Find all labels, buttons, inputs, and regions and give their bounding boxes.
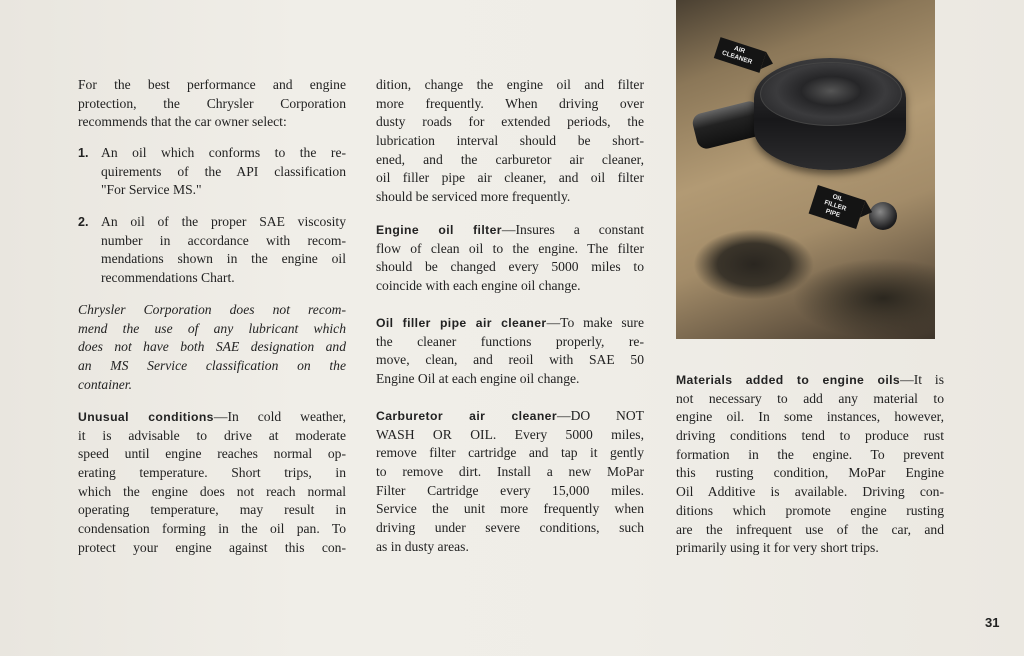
paragraph [78, 76, 346, 132]
text-line: operating temperature, may result in [78, 502, 346, 518]
text-line: dition, change the engine oil and filter [376, 77, 644, 92]
text-line: should be serviced more frequently. [376, 189, 571, 205]
text-line: container. [78, 376, 132, 392]
section-heading: Engine oil filter [376, 223, 502, 237]
text-line: driving conditions tend to produce rust [676, 428, 944, 444]
text-line: mend the use of any lubricant which [78, 320, 346, 336]
section-heading: Oil filler pipe air cleaner [376, 316, 547, 330]
text-line: protect your engine against this con- [78, 539, 346, 555]
text-line: it is advisable to drive at moderate [78, 427, 346, 443]
text-line: quirements of the API classification [101, 163, 346, 179]
text-line: WASH OR OIL. Every 5000 miles, [376, 426, 644, 442]
text-line [78, 408, 346, 427]
text-line: number in accordance with recom- [101, 232, 346, 248]
text-line: An oil of the proper SAE viscosity [101, 214, 346, 229]
text-line: "For Service MS." [101, 182, 202, 198]
text-line-rest: —Insures a constant [501, 222, 644, 237]
text-line [376, 221, 644, 240]
text-line: should be changed every 5000 miles to [376, 259, 644, 275]
text-line [376, 314, 644, 333]
text-line: Filter Cartridge every 15,000 miles. [376, 482, 644, 498]
text-line: recommendations Chart. [101, 270, 235, 286]
text-line: Engine Oil at each engine oil change. [376, 371, 580, 387]
text-line: does not have both SAE designation and [78, 339, 346, 355]
list-item [78, 144, 346, 200]
section-paragraph [78, 408, 346, 558]
text-line-rest: —It is [900, 372, 944, 387]
text-line-rest: —To make sure [546, 315, 644, 330]
section-heading: Unusual conditions [78, 410, 214, 424]
text-line: to remove dirt. Install a new MoPar [376, 464, 644, 480]
text-line [376, 407, 644, 426]
text-line: are the infrequent use of the car, and [676, 521, 944, 537]
text-line: engine oil. In some instances, however, [676, 409, 944, 425]
paragraph [78, 301, 346, 394]
text-line: an MS Service classification on the [78, 358, 346, 374]
text-line: move, clean, and reoil with SAE 50 [376, 352, 644, 368]
text-line: ened, and the carburetor air cleaner, [376, 151, 644, 167]
text-line: protection, the Chrysler Corporation [78, 95, 346, 111]
text-line: recommends that the car owner select: [78, 114, 287, 130]
air-cleaner-label: AIR CLEANER [714, 37, 766, 73]
text-line: dusty roads for extended periods, the [376, 114, 644, 130]
section-paragraph [376, 221, 644, 296]
section-paragraph [376, 314, 644, 389]
text-line: mendations shown in the engine oil [101, 251, 346, 267]
text-line: remove filter cartridge and tap it gently [376, 445, 644, 461]
section-heading: Carburetor air cleaner [376, 409, 557, 423]
engine-photo [676, 0, 935, 339]
section-paragraph [376, 407, 644, 557]
section-heading: Materials added to engine oils [676, 373, 901, 387]
text-line: erating temperature. Short trips, in [78, 465, 346, 481]
text-line: the cleaner functions properly, re- [376, 333, 644, 349]
text-line: condensation forming in the oil pan. To [78, 521, 346, 537]
text-line: Oil Additive is available. Driving con- [676, 484, 944, 500]
list-number: 1. [78, 146, 89, 160]
text-line: oil filler pipe air cleaner, and oil filter [376, 170, 644, 186]
text-line: Chrysler Corporation does not recom- [78, 302, 346, 317]
text-line: speed until engine reaches normal op- [78, 446, 346, 462]
text-line: as in dusty areas. [376, 538, 469, 554]
text-line: primarily using it for very short trips. [676, 540, 879, 556]
text-line: flow of clean oil to the engine. The filter [376, 240, 644, 256]
text-line: For the best performance and engine [78, 77, 346, 92]
text-line: Service the unit more frequently when [376, 501, 644, 517]
text-line: which the engine does not reach normal [78, 483, 346, 499]
page-number: 31 [985, 615, 1000, 630]
text-line: more frequently. When driving over [376, 95, 644, 111]
text-line: ditions which promote engine rusting [676, 502, 944, 518]
text-line-rest: —DO NOT [557, 408, 644, 423]
text-line-rest: —In cold weather, [213, 409, 346, 424]
text-line: driving under severe conditions, such [376, 520, 644, 536]
text-line: lubrication interval should be short- [376, 133, 644, 149]
list-item [78, 213, 346, 288]
list-number: 2. [78, 215, 89, 229]
paragraph [376, 76, 644, 207]
text-line [676, 371, 944, 390]
oil-filler-pipe-label: OIL FILLER PIPE [809, 185, 866, 229]
text-line: not necessary to add any material to [676, 390, 944, 406]
section-paragraph [676, 371, 944, 558]
text-line: formation in the engine. To prevent [676, 446, 944, 462]
text-line: coincide with each engine oil change. [376, 278, 581, 294]
air-cleaner-housing [754, 58, 906, 170]
text-line: An oil which conforms to the re- [101, 145, 346, 160]
text-line: this rusting condition, MoPar Engine [676, 465, 944, 481]
